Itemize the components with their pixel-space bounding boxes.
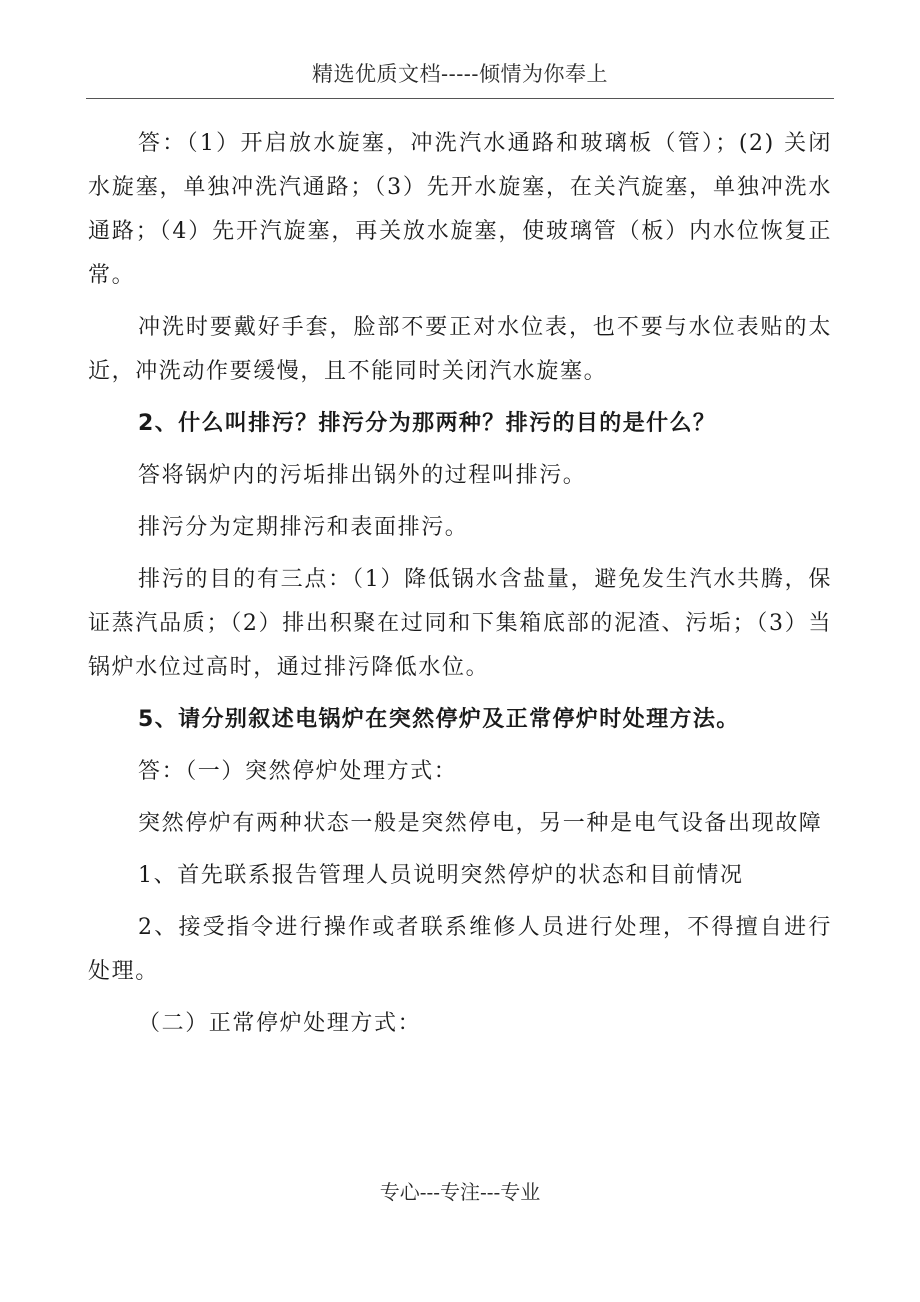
answer-paragraph-5: 答：（一）突然停炉处理方式： (138, 759, 458, 784)
normal-shutdown-heading: （二）正常停炉处理方式： (138, 1011, 422, 1036)
note-paragraph: 冲洗时要戴好手套，脸部不要正对水位表，也不要与水位表贴的太近，冲洗动作要缓慢，且不能同时关闭汽水旋塞。 (88, 315, 832, 384)
answer-paragraph-2: 答将锅炉内的污垢排出锅外的过程叫排污。 (138, 463, 587, 488)
document-body (88, 122, 832, 1046)
step-1-paragraph: 1、首先联系报告管理人员说明突然停炉的状态和目前情况 (138, 863, 744, 888)
question-heading-2: 2、什么叫排污？排污分为那两种？排污的目的是什么？ (138, 411, 717, 436)
page-header: 精选优质文档-----倾情为你奉上 (312, 62, 608, 86)
answer-paragraph-1: 答：（1）开启放水旋塞，冲洗汽水通路和玻璃板（管）；(2) 关闭水旋塞，单独冲洗汽通路；（3）先开水旋塞，在关汽旋塞，单独冲洗水通路；（4）先开汽旋塞，再关放水旋塞，使玻璃管（板）内水位恢复正常。 (88, 131, 832, 288)
header-divider (86, 98, 834, 99)
step-2-paragraph: 2、接受指令进行操作或者联系维修人员进行处理，不得擅自进行处理。 (88, 915, 832, 984)
page-footer: 专心---专注---专业 (379, 1180, 541, 1204)
blowdown-purpose-paragraph: 排污的目的有三点：（1）降低锅水含盐量，避免发生汽水共腾，保证蒸汽品质；（2）排出积聚在过同和下集箱底部的泥渣、污垢；（3）当锅炉水位过高时，通过排污降低水位。 (88, 567, 832, 680)
question-heading-5: 5、请分别叙述电锅炉在突然停炉及正常停炉时处理方法。 (138, 707, 740, 732)
blowdown-types-paragraph: 排污分为定期排污和表面排污。 (138, 515, 469, 540)
sudden-shutdown-states-paragraph: 突然停炉有两种状态一般是突然停电，另一种是电气设备出现故障 (138, 811, 823, 836)
